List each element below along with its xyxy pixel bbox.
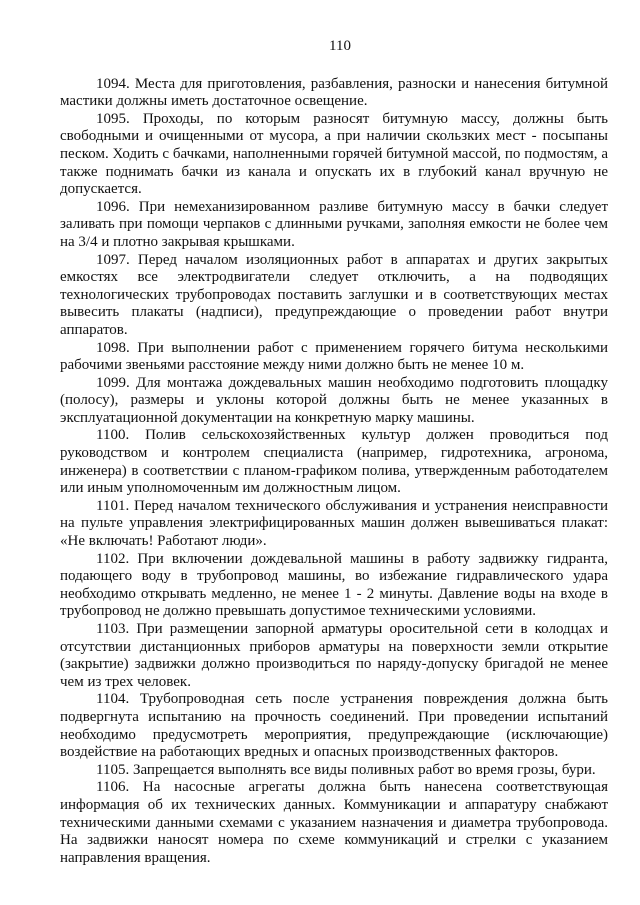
- paragraph-1095: 1095. Проходы, по которым разносят битумную массу, должны быть свободными и очищенными от мусора, а при наличии скользких мест - посыпаны песком. Ходить с бачками, наполненными горячей битумной массой, по подмостям, а также поднимать бачки из канала и опускать их в глубокий канал вручную не допускается.: [60, 110, 608, 198]
- paragraph-1105: 1105. Запрещается выполнять все виды поливных работ во время грозы, бури.: [96, 761, 596, 778]
- paragraph-1106: 1106. На насосные агрегаты должна быть нанесена соответствующая информация об их технических данных. Коммуникации и аппаратуру снабжают техническими данными схемами с указанием назначения и диаметра трубопровода. На задвижки наносят номера по схеме коммуникаций и стрелки с указанием направления вращения.: [60, 779, 608, 866]
- paragraph-1102: 1102. При включении дождевальной машины в работу задвижку гидранта, подающего воду в трубопровод машины, во избежание гидравлического удара необходимо открывать медленно, не менее 1 - 2 минуты. Давление воды на входе в трубопровод не должно превышать допустимое техническими условиями.: [60, 550, 608, 620]
- paragraph-1104: 1104. Трубопроводная сеть после устранения повреждения должна быть подвергнута испытанию на прочность соединений. При проведении испытаний необходимо предусмотреть мероприятия, предупреждающие (исключающие) воздействие на работающих вредных и опасных производственных факторов.: [60, 691, 608, 761]
- paragraph-1099: 1099. Для монтажа дождевальных машин необходимо подготовить площадку (полосу), размеры и уклоны которой должны быть не менее указанных в эксплуатационной документации на конкретную марку машины.: [60, 374, 608, 426]
- paragraph-1103: 1103. При размещении запорной арматуры оросительной сети в колодцах и отсутствии дистанционных приборов арматуры на поверхности земли открытие (закрытие) задвижки должно производиться по наряду-допуску бригадой не менее чем из трех человек.: [60, 621, 608, 690]
- paragraph-1096: 1096. При немеханизированном разливе битумную массу в бачки следует заливать при помощи черпаков с длинными ручками, заполняя емкости не более чем на 3/4 и плотно закрывая крышками.: [60, 198, 608, 250]
- document-page: [60, 38, 608, 867]
- paragraph-1100: 1100. Полив сельскохозяйственных культур должен проводиться под руководством и контролем специалиста (например, гидротехника, агронома, инженера) в соответствии с планом-графиком полива, утвержденным работодателем или иным уполномоченным им должностным лицом.: [60, 427, 608, 497]
- paragraph-1094: 1094. Места для приготовления, разбавления, разноски и нанесения битумной мастики должны иметь достаточное освещение.: [60, 75, 608, 110]
- page-number: 110: [329, 38, 351, 54]
- paragraph-1098: 1098. При выполнении работ с применением горячего битума несколькими рабочими звеньями расстояние между ними должно быть не менее 10 м.: [60, 339, 608, 374]
- paragraph-1101: 1101. Перед началом технического обслуживания и устранения неисправности на пульте управления электрифицированных машин должен вывешиваться плакат: «Не включать! Работают люди».: [60, 497, 608, 550]
- paragraph-1097: 1097. Перед началом изоляционных работ в аппаратах и других закрытых емкостях все электродвигатели следует отключить, а на подводящих технологических трубопроводах поставить заглушки и в соответствующих местах вывесить плакаты (надписи), предупреждающие о проведении работ внутри аппаратов.: [60, 251, 608, 338]
